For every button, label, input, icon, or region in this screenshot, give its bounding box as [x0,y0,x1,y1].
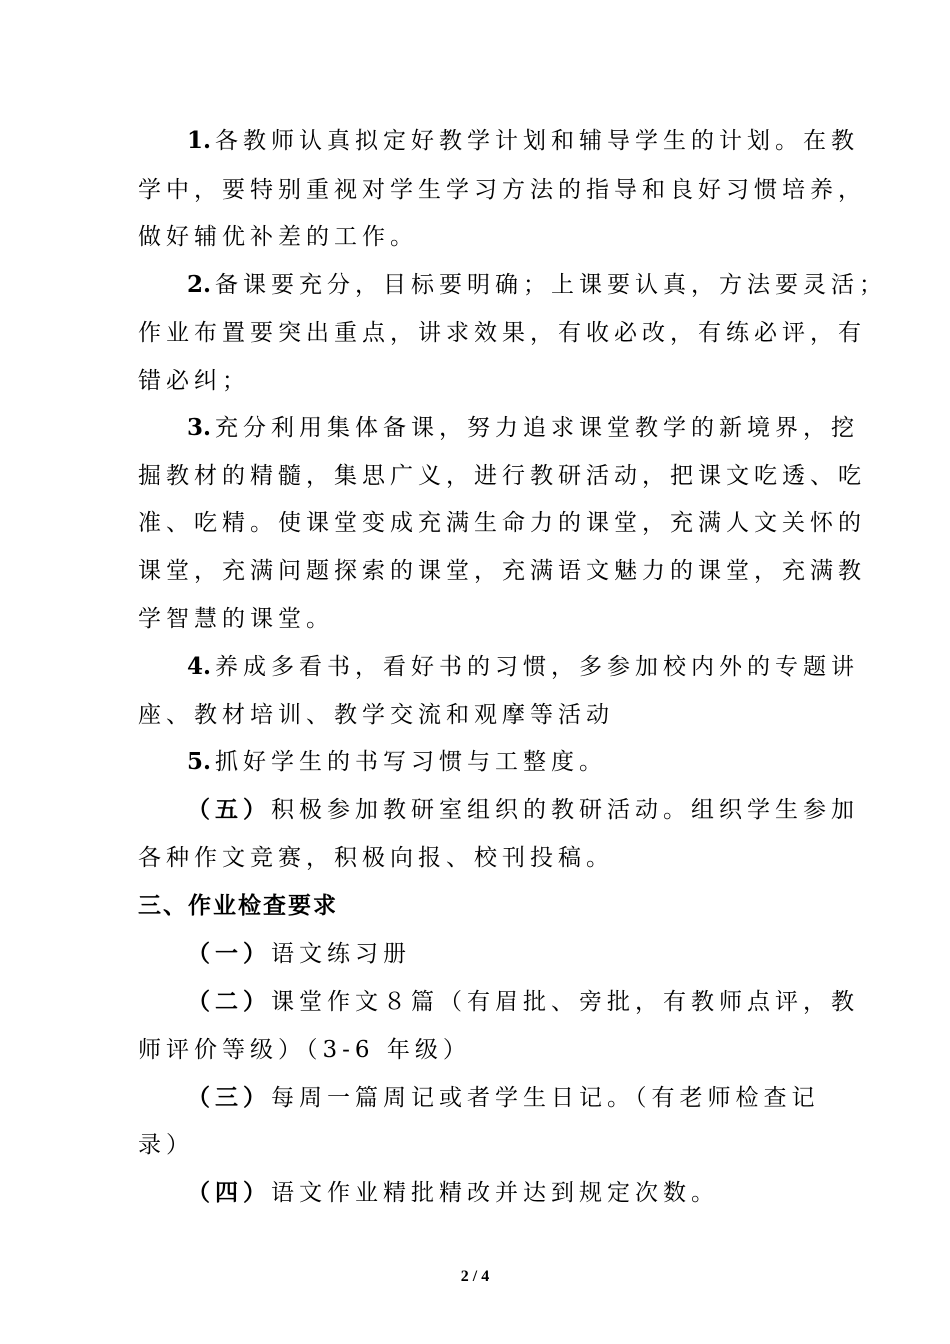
section-heading: 三、作业检查要求 [138,892,338,919]
item-2-line-1: 2. 备课要充分，目标要明确；上课要认真，方法要灵活； [187,271,888,298]
item-1-line-3: 做好辅优补差的工作。 [138,224,418,250]
item-4-number: 4. [187,653,212,680]
req-1-label: （一） [187,940,271,967]
item-4-line-2: 座、教材培训、教学交流和观摩等活动 [138,702,614,728]
item-5-number: 5. [187,748,212,775]
section-5-line-1: （五）积极参加教研室组织的教研活动。组织学生参加 [187,796,859,823]
item-1-number: 1. [187,127,212,154]
item-3-line-5: 学智慧的课堂。 [138,606,334,632]
item-1-line-1: 1. 各教师认真拟定好教学计划和辅导学生的计划。在教 [187,127,860,154]
req-2-line-1: （二）课堂作文８篇（有眉批、旁批，有教师点评，教 [187,988,859,1015]
item-3-line-3: 准、吃精。使课堂变成充满生命力的课堂，充满人文关怀的 [138,510,866,536]
req-3-line-2: 录） [138,1132,194,1158]
item-2-number: 2. [187,271,212,298]
item-4-line-1: 4. 养成多看书，看好书的习惯，多参加校内外的专题讲 [187,653,860,680]
item-3-number: 3. [187,414,212,441]
req-4-label: （四） [187,1179,271,1206]
section-5-line-2: 各种作文竞赛，积极向报、校刊投稿。 [138,845,614,871]
page-number: 2 / 4 [460,1268,490,1285]
item-3-line-1: 3. 充分利用集体备课，努力追求课堂教学的新境界，挖 [187,414,860,441]
item-3-line-2: 掘教材的精髓，集思广义，进行教研活动，把课文吃透、吃 [138,463,866,489]
req-3-label: （三） [187,1084,271,1111]
req-3-line-1: （三）每周一篇周记或者学生日记。（有老师检查记 [187,1084,820,1111]
item-2-line-2: 作业布置要突出重点，讲求效果，有收必改，有练必评，有 [138,320,866,346]
item-3-line-4: 课堂，充满问题探索的课堂，充满语文魅力的课堂，充满教 [138,558,866,584]
req-2-label: （二） [187,988,271,1015]
req-1-line-1: （一）语文练习册 [187,940,411,967]
item-2-line-3: 错必纠； [138,368,250,394]
section-5-label: （五） [187,796,271,823]
item-1-line-2: 学中，要特别重视对学生学习方法的指导和良好习惯培养， [138,177,866,203]
item-5-line-1: 5. 抓好学生的书写习惯与工整度。 [187,748,608,775]
req-4-line-1: （四）语文作业精批精改并达到规定次数。 [187,1179,719,1206]
req-2-line-2: 师评价等级）（3-6 年级） [138,1037,471,1063]
